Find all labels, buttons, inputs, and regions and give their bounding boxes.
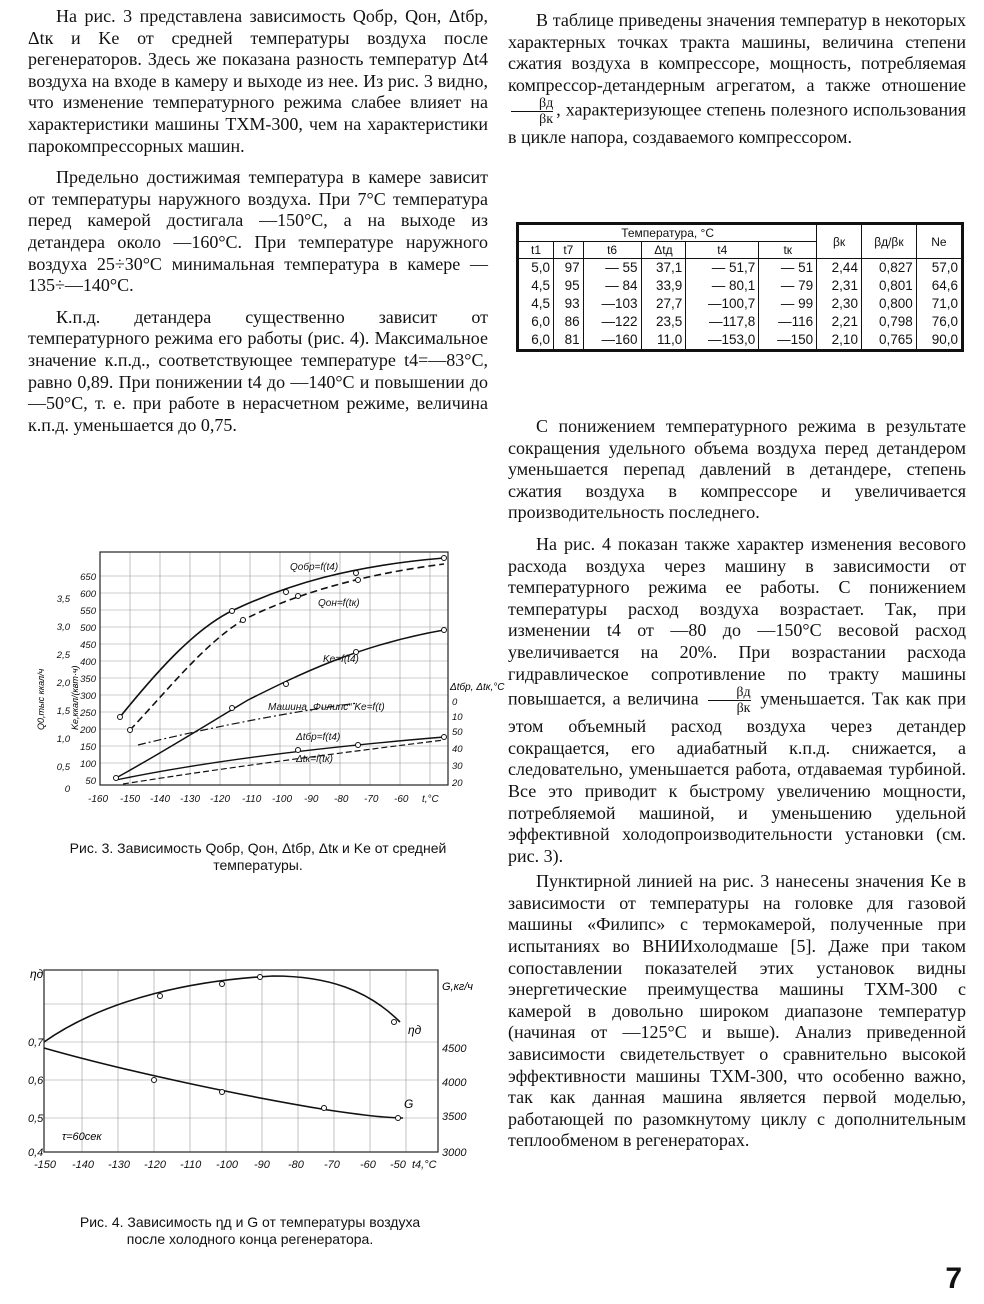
table-cell: 2,10 (817, 331, 862, 351)
frac-num: βд (708, 685, 750, 701)
svg-text:3500: 3500 (442, 1111, 467, 1123)
svg-text:-70: -70 (324, 1159, 340, 1171)
table-cell: —116 (759, 313, 817, 331)
svg-text:-100: -100 (216, 1159, 239, 1171)
header-cell: t6 (583, 242, 641, 259)
table-cell: 2,44 (817, 259, 862, 278)
svg-text:40: 40 (452, 744, 463, 755)
table-cell: —100,7 (686, 295, 759, 313)
table-cell: —103 (583, 295, 641, 313)
left-column (28, 6, 488, 446)
table-cell: 11,0 (641, 331, 686, 351)
svg-text:t4,°C: t4,°C (412, 1159, 437, 1171)
table-body (518, 259, 963, 351)
svg-text:0,6: 0,6 (28, 1075, 44, 1087)
svg-text:450: 450 (80, 640, 96, 651)
qobr-curve (120, 558, 444, 717)
table-row (518, 295, 963, 313)
svg-text:-110: -110 (242, 794, 262, 805)
right-column (508, 10, 966, 159)
table-cell: — 55 (583, 259, 641, 278)
text: На рис. 4 показан также характер изменения весового расхода воздуха через машину в зависимости от температурного режима ее работы. С понижением температуры расход воздуха возрастает. Так, при изменении t4 от —80 до —150°C весовой расход увеличивается на 20%. При возрастании расхода гидравлическое сопротивление по тракту машины повышается, а величина (508, 533, 966, 709)
dt-axis-label: Δtбр, Δtк,°C (450, 682, 505, 693)
table-cell: 33,9 (641, 277, 686, 295)
table-row (518, 277, 963, 295)
svg-text:-60: -60 (360, 1159, 376, 1171)
svg-text:400: 400 (80, 657, 96, 668)
fraction (511, 96, 553, 127)
svg-text:-70: -70 (364, 794, 379, 805)
q-axis-ticks (79, 572, 97, 787)
table-cell: —117,8 (686, 313, 759, 331)
svg-text:-110: -110 (180, 1159, 202, 1171)
text: , характеризующее степень полезного использования в цикле напора, создаваемого компрессором. (508, 100, 966, 148)
x-ticks (34, 1159, 437, 1171)
svg-text:20: 20 (452, 778, 463, 789)
text: В таблице приведены значения температур в некоторых характерных точках тракта машины, величина степени сжатия воздуха в компрессоре, мощность, потребляемая компрессор-детандерным агрегатом, а также отношение (508, 10, 966, 95)
header-cell: t1 (518, 242, 554, 259)
table-cell: 4,5 (518, 277, 554, 295)
svg-text:50: 50 (85, 776, 96, 787)
table-cell: 6,0 (518, 313, 554, 331)
text: уменьшается. Так как при этом объемный расход воздуха через детандер сокращается, его адиабатный к.п.д. снижается, а следовательно, уменьшается работа, отдаваемая турбиной. Все это приводит к быстрому увеличению мощности, потребляемой машиной, и уменьшению удельной эффективной холодопроизводительности установки (см. рис. 3). (508, 688, 967, 866)
table-cell: 57,0 (916, 259, 962, 278)
right-column-lower (508, 416, 966, 1162)
table-cell: 86 (554, 313, 584, 331)
table-cell: 0,798 (861, 313, 916, 331)
table-cell: 4,5 (518, 295, 554, 313)
svg-text:-130: -130 (180, 794, 201, 805)
table-row (518, 313, 963, 331)
svg-text:-140: -140 (150, 794, 171, 805)
paragraph: Пунктирной линией на рис. 3 нанесены значения Ke в зависимости от температуры на головке для газовой машины «Филипс» с термокамерой, полученные при испытаниях во ВНИИхолодмаше [5]. Даже при таком сопоставлении показателей этих установок видны энергетические преимущества машины ТХМ-300 с камерой в довольно широком диапазоне температур (начиная от —125°C и выше). Анализ приведенной зависимости свидетельствует о сравнительно высокой эффективности машины ТХМ-300, что особенно важно, так как данная машина является первой моделью, работающей по разомкнутому циклу с дополнительным теплообменом в регенераторах. (508, 871, 966, 1151)
svg-text:30: 30 (452, 761, 463, 772)
k-axis-label: Ke,ккал/(квт·ч) (70, 665, 80, 730)
table-cell: 5,0 (518, 259, 554, 278)
eta-curve-label: ηд (408, 1023, 422, 1037)
svg-text:-150: -150 (120, 794, 141, 805)
svg-text:-80: -80 (334, 794, 349, 805)
svg-text:600: 600 (80, 589, 96, 600)
table-row (518, 259, 963, 278)
figure-3-chart (28, 540, 505, 810)
paragraph: На рис. 3 представлена зависимость Qобр, Qон, Δtбр, Δtк и Ke от средней температуры воздуха после регенераторов. Здесь же показана разность температур Δt4 воздуха на входе в камеру и выходе из нее. Из рис. 3 видно, что изменение температурного режима слабее влияет на характеристики машины ТХМ-300, чем на характеристики парокомпрессорных машин. (28, 6, 488, 156)
frac-den: βк (736, 701, 751, 717)
g-axis-label: G,кг/ч (442, 981, 473, 993)
table-cell: 0,765 (861, 331, 916, 351)
header-cell: t4 (686, 242, 759, 259)
svg-text:2,5: 2,5 (56, 650, 70, 661)
svg-text:4000: 4000 (442, 1077, 467, 1089)
fraction (708, 685, 750, 716)
svg-text:-90: -90 (304, 794, 319, 805)
svg-text:300: 300 (80, 691, 96, 702)
svg-text:50: 50 (452, 727, 463, 738)
figure-3-caption: Рис. 3. Зависимость Qобр, Qон, Δtбр, Δtк и Ke от средней температуры. (69, 840, 447, 873)
paragraph (508, 10, 966, 149)
caption-line: Рис. 4. Зависимость ηд и G от температуры воздуха (79, 1214, 421, 1230)
svg-text:200: 200 (80, 725, 96, 736)
svg-text:2,0: 2,0 (56, 678, 70, 689)
figure-4-chart (28, 962, 488, 1172)
svg-text:0,7: 0,7 (28, 1037, 44, 1049)
table-cell: 95 (554, 277, 584, 295)
svg-text:Машина „Филипс“ Ke=f(t): Машина „Филипс“ Ke=f(t) (268, 702, 385, 713)
svg-text:3000: 3000 (442, 1147, 467, 1159)
paragraph: Предельно достижимая температура в камере зависит от температуры наружного воздуха. При 7°C температура перед камерой достигала —150°C, а на выходе из детандера около —160°C. При температуре наружного воздуха 25÷30°C минимальная температура в камере —135÷—140°C. (28, 167, 488, 296)
table-cell: 2,21 (817, 313, 862, 331)
table-cell: 64,6 (916, 277, 962, 295)
svg-text:250: 250 (80, 708, 96, 719)
paragraph: С понижением температурного режима в результате сокращения удельного объема воздуха перед детандером уменьшается перепад давлений в детандере, степень сжатия воздуха в компрессоре и увеличивается производительность последнего. (508, 416, 966, 523)
svg-text:Δtбр=f(t4): Δtбр=f(t4) (296, 732, 341, 743)
eta-ticks (28, 1037, 44, 1159)
table-cell: 2,31 (817, 277, 862, 295)
paragraph (508, 534, 966, 867)
svg-text:-90: -90 (254, 1159, 270, 1171)
table-cell: —153,0 (686, 331, 759, 351)
g-curve (44, 1048, 403, 1118)
table-cell: — 80,1 (686, 277, 759, 295)
header-cell: t7 (554, 242, 584, 259)
table-cell: —150 (759, 331, 817, 351)
table-cell: —160 (583, 331, 641, 351)
table-cell: 0,827 (861, 259, 916, 278)
figure-4-caption (20, 1214, 480, 1248)
page-number: 7 (945, 1262, 962, 1295)
svg-text:-60: -60 (394, 794, 409, 805)
group-header: Температура, °C (518, 224, 817, 242)
table-cell: 37,1 (641, 259, 686, 278)
svg-text:-50: -50 (390, 1159, 406, 1171)
svg-text:0: 0 (64, 784, 70, 795)
table-cell: — 99 (759, 295, 817, 313)
svg-text:550: 550 (80, 606, 96, 617)
table-cell: — 79 (759, 277, 817, 295)
svg-text:Qобр=f(t4): Qобр=f(t4) (290, 562, 339, 573)
table-cell: 0,801 (861, 277, 916, 295)
table-cell: 90,0 (916, 331, 962, 351)
svg-text:Qон=f(tк): Qон=f(tк) (318, 598, 360, 609)
data-points (152, 975, 401, 1121)
grid (44, 970, 438, 1152)
svg-text:-80: -80 (288, 1159, 304, 1171)
svg-text:-160: -160 (88, 794, 109, 805)
svg-text:3,5: 3,5 (56, 594, 70, 605)
frac-num: βд (511, 96, 553, 112)
svg-text:0,5: 0,5 (28, 1113, 44, 1125)
tau-note: τ=60сек (62, 1131, 102, 1143)
header-cell: Δtд (641, 242, 686, 259)
g-curve-label: G (404, 1097, 414, 1111)
table-cell: 76,0 (916, 313, 962, 331)
svg-text:1,0: 1,0 (56, 734, 70, 745)
table-cell: 93 (554, 295, 584, 313)
table-cell: 6,0 (518, 331, 554, 351)
table-cell: — 84 (583, 277, 641, 295)
svg-text:0,4: 0,4 (28, 1147, 44, 1159)
svg-text:-130: -130 (108, 1159, 131, 1171)
svg-text:10: 10 (452, 712, 463, 723)
table-cell: 0,800 (861, 295, 916, 313)
table-cell: 27,7 (641, 295, 686, 313)
table-cell: 2,30 (817, 295, 862, 313)
table-cell: — 51,7 (686, 259, 759, 278)
q-axis-label: Q0,тыс ккал/ч (36, 668, 46, 730)
svg-text:350: 350 (80, 674, 96, 685)
caption-line: после холодного конца регенератора. (126, 1231, 374, 1247)
svg-text:-120: -120 (210, 794, 231, 805)
table-row (518, 331, 963, 351)
data-table (516, 222, 964, 352)
svg-text:-120: -120 (144, 1159, 167, 1171)
grid (100, 552, 448, 785)
frac-den: βк (539, 112, 554, 128)
dt-axis-ticks (451, 697, 463, 789)
k-axis-ticks (56, 594, 71, 795)
table-cell: —122 (583, 313, 641, 331)
table-cell: — 51 (759, 259, 817, 278)
table-cell: 23,5 (641, 313, 686, 331)
g-ticks (442, 1043, 467, 1159)
svg-text:500: 500 (80, 623, 96, 634)
svg-text:Ke=f(t4): Ke=f(t4) (323, 654, 359, 665)
svg-text:t,°C: t,°C (422, 794, 439, 805)
table-cell: 81 (554, 331, 584, 351)
svg-text:0: 0 (452, 697, 458, 708)
svg-text:650: 650 (80, 572, 96, 583)
table-cell: 97 (554, 259, 584, 278)
svg-text:1,5: 1,5 (56, 706, 70, 717)
header-cell: Ne (916, 224, 962, 259)
header-cell: tк (759, 242, 817, 259)
header-cell: βд/βк (861, 224, 916, 259)
svg-text:3,0: 3,0 (56, 622, 70, 633)
svg-text:Δtк=f(tк): Δtк=f(tк) (296, 754, 333, 765)
svg-text:0,5: 0,5 (56, 762, 70, 773)
header-cell: βк (817, 224, 862, 259)
eta-axis-label: ηд (30, 967, 44, 981)
svg-text:150: 150 (80, 742, 96, 753)
svg-text:-150: -150 (34, 1159, 57, 1171)
paragraph: К.п.д. детандера существенно зависит от температурного режима его работы (рис. 4). Максимальное значение к.п.д., соответствующее температуре t4=—83°C, равно 0,89. При понижении t4 до —140°C и повышении до —50°C, т. е. при работе в нерасчетном режиме, величина к.п.д. уменьшается до 0,75. (28, 306, 488, 435)
svg-text:-140: -140 (72, 1159, 95, 1171)
x-axis-ticks (88, 794, 440, 805)
svg-text:-100: -100 (272, 794, 293, 805)
table-cell: 71,0 (916, 295, 962, 313)
svg-text:100: 100 (80, 759, 96, 770)
svg-text:4500: 4500 (442, 1043, 467, 1055)
